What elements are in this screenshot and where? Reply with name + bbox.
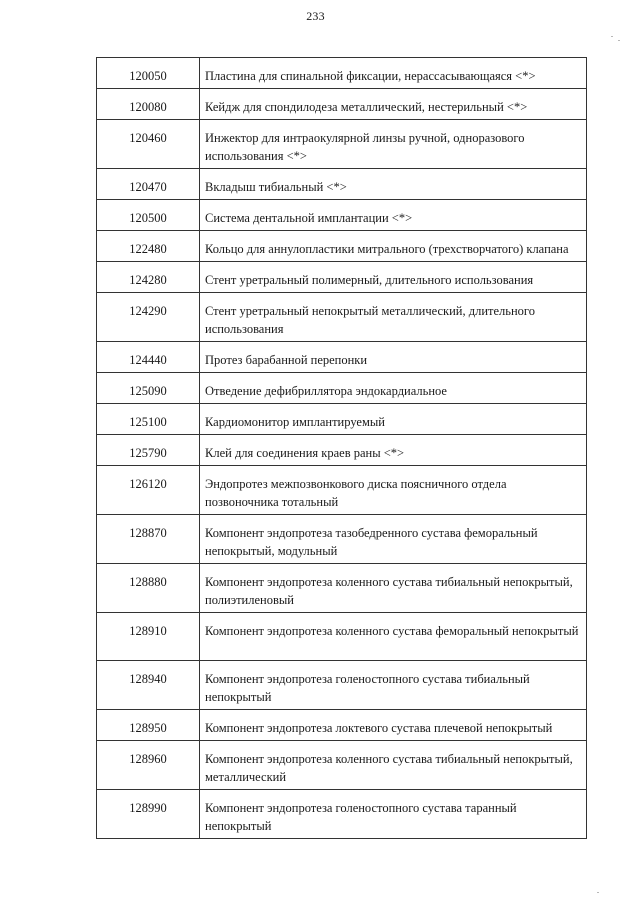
table-row <box>97 89 587 120</box>
table-row <box>97 435 587 466</box>
table-row <box>97 262 587 293</box>
name-cell: Компонент эндопротеза тазобедренного сустава феморальный непокрытый, модульный <box>200 515 587 564</box>
name-cell: Стент уретральный непокрытый металлический, длительного использования <box>200 293 587 342</box>
table-row <box>97 564 587 613</box>
name-cell: Инжектор для интраокулярной линзы ручной, одноразового использования <*> <box>200 120 587 169</box>
table-row <box>97 200 587 231</box>
name-cell: Пластина для спинальной фиксации, нерассасывающаяся <*> <box>200 58 587 89</box>
code-cell: 125090 <box>97 373 200 404</box>
code-cell: 124280 <box>97 262 200 293</box>
name-cell: Клей для соединения краев раны <*> <box>200 435 587 466</box>
table-row <box>97 404 587 435</box>
code-cell: 128960 <box>97 741 200 790</box>
code-cell: 128870 <box>97 515 200 564</box>
page-number: 233 <box>306 9 325 23</box>
table-row <box>97 661 587 710</box>
code-cell: 128880 <box>97 564 200 613</box>
name-cell: Протез барабанной перепонки <box>200 342 587 373</box>
name-cell: Компонент эндопротеза коленного сустава тибиальный непокрытый, металлический <box>200 741 587 790</box>
name-cell: Компонент эндопротеза голеностопного сустава таранный непокрытый <box>200 790 587 839</box>
name-cell: Кейдж для спондилодеза металлический, нестерильный <*> <box>200 89 587 120</box>
scan-speck <box>597 892 599 893</box>
table-row <box>97 741 587 790</box>
table-row <box>97 120 587 169</box>
code-cell: 120460 <box>97 120 200 169</box>
name-cell: Кардиомонитор имплантируемый <box>200 404 587 435</box>
name-cell: Компонент эндопротеза локтевого сустава плечевой непокрытый <box>200 710 587 741</box>
name-cell: Компонент эндопротеза голеностопного сустава тибиальный непокрытый <box>200 661 587 710</box>
name-cell: Компонент эндопротеза коленного сустава феморальный непокрытый <box>200 613 587 661</box>
code-cell: 128990 <box>97 790 200 839</box>
implant-codes-table <box>96 57 587 839</box>
table-row <box>97 466 587 515</box>
code-cell: 124440 <box>97 342 200 373</box>
table-row <box>97 58 587 89</box>
code-cell: 128910 <box>97 613 200 661</box>
table-row <box>97 613 587 661</box>
code-cell: 120080 <box>97 89 200 120</box>
name-cell: Отведение дефибриллятора эндокардиальное <box>200 373 587 404</box>
table-row <box>97 373 587 404</box>
code-cell: 126120 <box>97 466 200 515</box>
table-row <box>97 515 587 564</box>
code-cell: 125790 <box>97 435 200 466</box>
code-cell: 120050 <box>97 58 200 89</box>
table-row <box>97 231 587 262</box>
table-row <box>97 790 587 839</box>
code-cell: 125100 <box>97 404 200 435</box>
table-row <box>97 342 587 373</box>
name-cell: Стент уретральный полимерный, длительного использования <box>200 262 587 293</box>
code-cell: 128950 <box>97 710 200 741</box>
name-cell: Компонент эндопротеза коленного сустава тибиальный непокрытый, полиэтиленовый <box>200 564 587 613</box>
code-cell: 120470 <box>97 169 200 200</box>
code-cell: 124290 <box>97 293 200 342</box>
name-cell: Кольцо для аннулопластики митрального (трехстворчатого) клапана <box>200 231 587 262</box>
name-cell: Вкладыш тибиальный <*> <box>200 169 587 200</box>
code-cell: 120500 <box>97 200 200 231</box>
code-cell: 122480 <box>97 231 200 262</box>
table-row <box>97 169 587 200</box>
code-cell: 128940 <box>97 661 200 710</box>
table-row <box>97 710 587 741</box>
name-cell: Эндопротез межпозвонкового диска поясничного отдела позвоночника тотальный <box>200 466 587 515</box>
table-row <box>97 293 587 342</box>
name-cell: Система дентальной имплантации <*> <box>200 200 587 231</box>
scan-speck <box>611 36 613 37</box>
scan-speck <box>618 40 620 41</box>
